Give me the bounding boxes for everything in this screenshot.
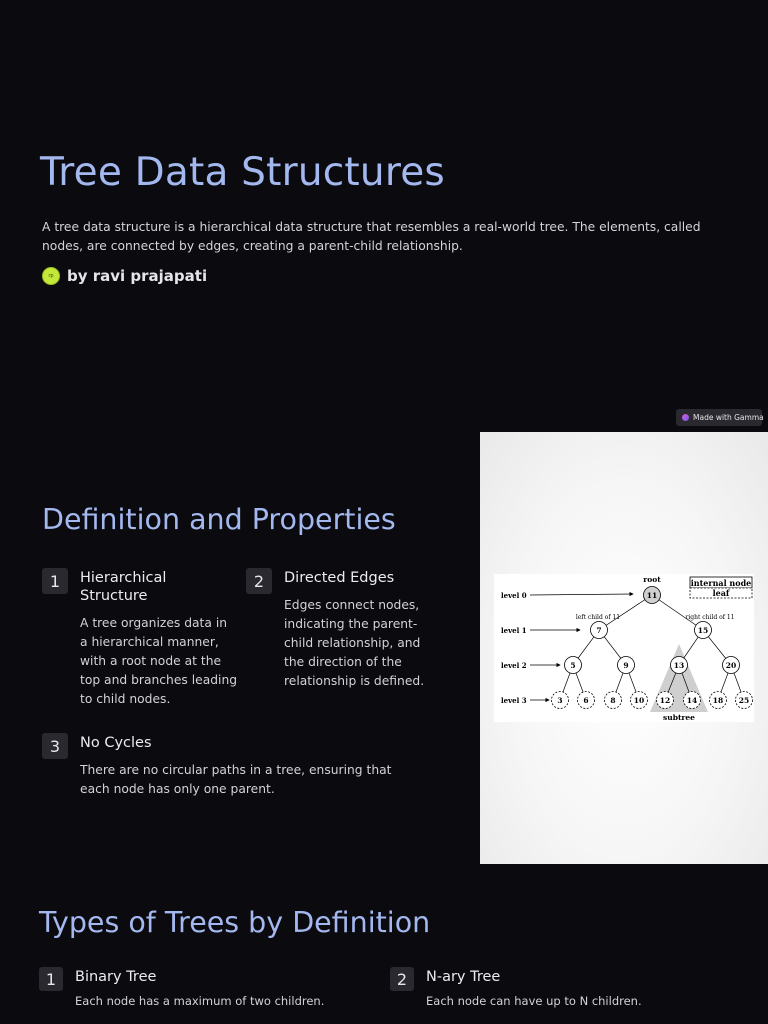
item-body-hierarchical-structure: A tree organizes data in a hierarchical manner, with a root node at the top and branches leading to child nodes. — [80, 616, 238, 706]
author-row — [42, 267, 207, 285]
item-title-hierarchical-structure: Hierarchical Structure — [80, 570, 167, 604]
leaf-6-label: 6 — [583, 696, 589, 705]
node-5-label: 5 — [570, 661, 576, 670]
leaf-14-label: 14 — [686, 696, 698, 705]
hero-description: A tree data structure is a hierarchical data structure that resembles a real-world tree. The elements, called nodes, are connected by edges, creating a parent-child relationship. — [42, 220, 701, 253]
subtree-label: subtree — [663, 713, 695, 722]
node-13-label: 13 — [673, 661, 685, 670]
right-child-label: right child of 11 — [685, 614, 735, 621]
node-7-label: 7 — [596, 626, 602, 635]
types-section-title: Types of Trees by Definition — [39, 906, 431, 939]
leaf-12-label: 12 — [659, 696, 671, 705]
level-0-label: level 0 — [501, 591, 527, 600]
leaf-18-label: 18 — [712, 696, 724, 705]
item-body-no-cycles: There are no circular paths in a tree, ensuring that each node has only one parent. — [80, 763, 392, 796]
item-body-binary-tree: Each node has a maximum of two children. — [75, 994, 325, 1008]
definition-section-title: Definition and Properties — [42, 503, 396, 536]
page-title: Tree Data Structures — [40, 150, 445, 195]
item-number-badge: 1 — [42, 568, 68, 594]
avatar: rp — [42, 267, 60, 285]
author-prefix: by — [67, 267, 88, 285]
item-body-nary-tree: Each node can have up to N children. — [426, 994, 642, 1008]
item-title-nary-tree: N-ary Tree — [426, 969, 501, 985]
item-number-badge: 2 — [246, 568, 272, 594]
left-child-label: left child of 11 — [575, 614, 621, 621]
root-label: root — [643, 575, 661, 584]
level-1-label: level 1 — [501, 626, 527, 635]
item-title-directed-edges: Directed Edges — [284, 570, 395, 586]
tree-diagram-svg — [494, 574, 754, 722]
leaf-8-label: 8 — [610, 696, 616, 705]
item-number-badge: 3 — [42, 733, 68, 759]
item-body-directed-edges: Edges connect nodes, indicating the parent-child relationship, and the direction of the relationship is defined. — [284, 598, 425, 688]
leaf-10-label: 10 — [633, 696, 645, 705]
tree-diagram-image — [480, 432, 768, 864]
tree-diagram-card — [494, 574, 754, 722]
node-9-label: 9 — [623, 661, 629, 670]
gamma-logo-icon — [682, 414, 689, 421]
item-title-binary-tree: Binary Tree — [75, 969, 157, 985]
level-2-label: level 2 — [501, 661, 527, 670]
leaf-3-label: 3 — [557, 696, 563, 705]
node-11-label: 11 — [646, 591, 658, 600]
author-byline — [67, 267, 207, 285]
made-with-gamma-badge[interactable] — [676, 409, 762, 426]
legend-internal-label: internal node — [690, 578, 752, 588]
leaf-25-label: 25 — [738, 696, 750, 705]
item-number-badge: 1 — [39, 967, 63, 991]
item-title-no-cycles: No Cycles — [80, 735, 152, 751]
level-3-label: level 3 — [501, 696, 527, 705]
node-20-label: 20 — [725, 661, 737, 670]
item-number-badge: 2 — [390, 967, 414, 991]
author-name: ravi prajapati — [92, 267, 208, 285]
badge-label: Made with Gamma — [693, 413, 764, 422]
node-15-label: 15 — [697, 626, 709, 635]
legend-leaf-label: leaf — [712, 588, 730, 598]
